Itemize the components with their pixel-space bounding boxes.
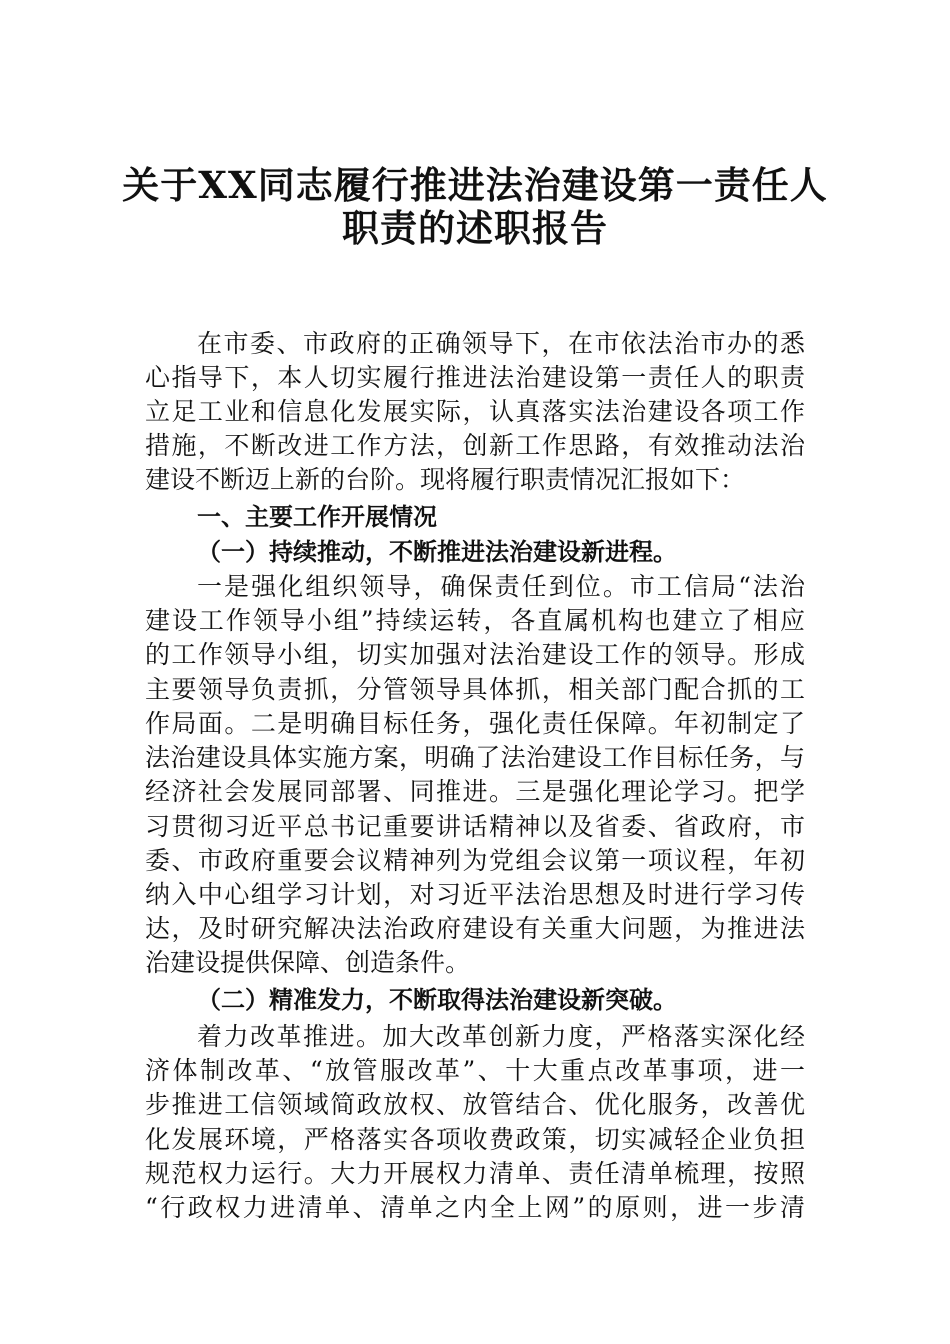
paragraph-line: 建设不断迈上新的台阶。现将履行职责情况汇报如下： (145, 465, 746, 494)
paragraph-line: 习贯彻习近平总书记重要讲话精神以及省委、省政府，市 (145, 812, 805, 841)
paragraph-line: 法治建设具体实施方案，明确了法治建设工作目标任务，与 (145, 743, 805, 772)
paragraph-line: 作局面。二是明确目标任务，强化责任保障。年初制定了 (145, 709, 805, 738)
paragraph-line: 步推进工信领域简政放权、放管结合、优化服务，改善优 (145, 1090, 805, 1119)
paragraph-line: 在市委、市政府的正确领导下，在市依法治市办的悉 (197, 329, 805, 358)
section-heading-1: 一、主要工作开展情况 (197, 503, 437, 531)
section-subheading-1: （一）持续推动，不断推进法治建设新进程。 (197, 537, 677, 566)
paragraph-line: 建设工作领导小组”持续运转，各直属机构也建立了相应 (145, 606, 805, 635)
paragraph-line: 治建设提供保障、创造条件。 (145, 948, 471, 977)
paragraph-line: 立足工业和信息化发展实际，认真落实法治建设各项工作 (145, 397, 805, 426)
paragraph-line: “行政权力进清单、清单之内全上网”的原则，进一步清 (145, 1193, 805, 1222)
paragraph-line: 经济社会发展同部署、同推进。三是强化理论学习。把学 (145, 777, 805, 806)
paragraph-line: 措施，不断改进工作方法，创新工作思路，有效推动法治 (145, 431, 805, 460)
paragraph-line: 济体制改革、“放管服改革”、十大重点改革事项，进一 (145, 1056, 805, 1085)
document-title-line-1: 关于XX同志履行推进法治建设第一责任人 (122, 163, 828, 207)
paragraph-line: 心指导下，本人切实履行推进法治建设第一责任人的职责 (145, 363, 805, 392)
paragraph-line: 化发展环境，严格落实各项收费政策，切实减轻企业负担 (145, 1125, 805, 1154)
paragraph-line: 达，及时研究解决法治政府建设有关重大问题，为推进法 (145, 914, 805, 943)
paragraph-line: 委、市政府重要会议精神列为党组会议第一项议程，年初 (145, 846, 805, 875)
section-subheading-2: （二）精准发力，不断取得法治建设新突破。 (197, 985, 677, 1014)
paragraph-line: 着力改革推进。加大改革创新力度，严格落实深化经 (197, 1022, 805, 1051)
document-title-line-2: 职责的述职报告 (342, 206, 608, 250)
paragraph-line: 的工作领导小组，切实加强对法治建设工作的领导。形成 (145, 640, 805, 669)
paragraph-line: 规范权力运行。大力开展权力清单、责任清单梳理，按照 (145, 1159, 805, 1188)
paragraph-line: 纳入中心组学习计划，对习近平法治思想及时进行学习传 (145, 880, 805, 909)
paragraph-line: 一是强化组织领导，确保责任到位。市工信局“法治 (197, 572, 805, 601)
paragraph-line: 主要领导负责抓，分管领导具体抓，相关部门配合抓的工 (145, 675, 805, 704)
